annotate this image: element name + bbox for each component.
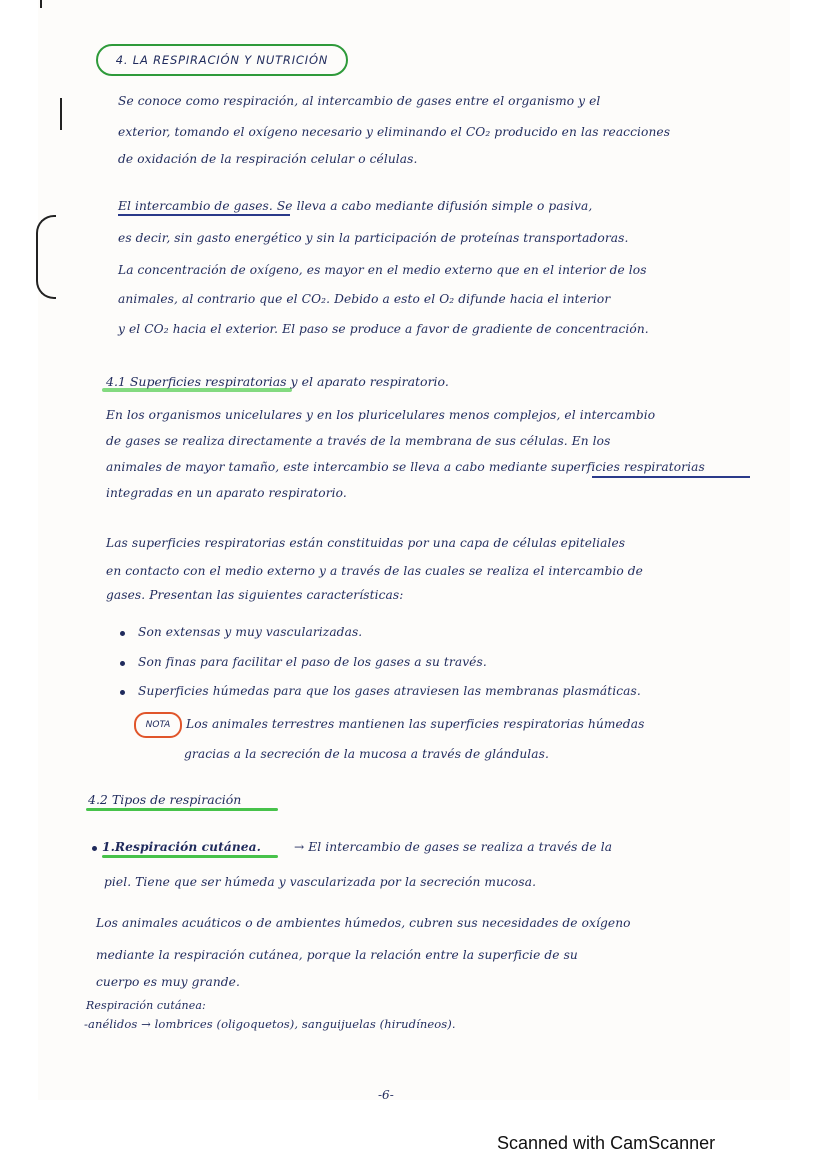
exchange-line-5: y el CO₂ hacia el exterior. El paso se produce a favor de gradiente de concentración.: [118, 322, 649, 336]
section-1-p1-line-4: integradas en un aparato respiratorio.: [106, 486, 347, 500]
section-1-p2-line-1: Las superficies respiratorias están constituidas por una capa de células epiteliales: [106, 536, 626, 550]
section-1-p1-line-3: animales de mayor tamaño, este intercambio se lleva a cabo mediante superficies respiratorias: [106, 460, 705, 474]
exchange-line-2: es decir, sin gasto energético y sin la participación de proteínas transportadoras.: [118, 231, 629, 245]
margin-bracket-mark: [36, 215, 56, 299]
superficies-underline: [592, 476, 750, 478]
intro-line-3: de oxidación de la respiración celular o células.: [118, 152, 418, 166]
page-number: -6-: [378, 1088, 394, 1102]
bullet-dot: [92, 846, 97, 851]
cutanea-intro: → El intercambio de gases se realiza a través de la: [294, 840, 613, 854]
section-2-heading: 4.2 Tipos de respiración: [88, 792, 242, 807]
nota-badge: NOTA: [134, 712, 182, 738]
exchange-line-1: El intercambio de gases. Se lleva a cabo mediante difusión simple o pasiva,: [118, 199, 593, 213]
section-2-line-2: Los animales acuáticos o de ambientes húmedos, cubren sus necesidades de oxígeno: [96, 916, 631, 930]
page-title: 4. LA RESPIRACIÓN Y NUTRICIÓN: [96, 44, 348, 76]
margin-bar-mark: [60, 98, 62, 130]
exchange-line-4: animales, al contrario que el CO₂. Debido a esto el O₂ difunde hacia el interior: [118, 292, 611, 306]
section-2-line-1: piel. Tiene que ser húmeda y vascularizada por la secreción mucosa.: [104, 875, 537, 889]
bullet-item: Son extensas y muy vascularizadas.: [138, 625, 363, 639]
cutanea-examples: -anélidos → lombrices (oligoquetos), sanguijuelas (hirudíneos).: [84, 1017, 456, 1031]
cutanea-underline: [102, 855, 278, 858]
bullet-dot: [120, 661, 125, 666]
section-2-underline: [86, 808, 278, 811]
bullet-dot: [120, 631, 125, 636]
section-1-p1-line-1: En los organismos unicelulares y en los pluricelulares menos complejos, el intercambio: [106, 408, 656, 422]
bullet-dot: [120, 690, 125, 695]
section-1-p2-line-2: en contacto con el medio externo y a través de las cuales se realiza el intercambio de: [106, 564, 643, 578]
section-1-heading: 4.1 Superficies respiratorias y el aparato respiratorio.: [106, 374, 449, 389]
section-2-line-4: cuerpo es muy grande.: [96, 975, 240, 989]
section-1-p1-line-2: de gases se realiza directamente a través de la membrana de sus células. En los: [106, 434, 611, 448]
cutanea-title: 1.Respiración cutánea.: [102, 840, 261, 854]
bullet-item: Superficies húmedas para que los gases atraviesen las membranas plasmáticas.: [138, 684, 641, 698]
section-1-p2-line-3: gases. Presentan las siguientes características:: [106, 588, 404, 602]
intro-line-2: exterior, tomando el oxígeno necesario y eliminando el CO₂ producido en las reacciones: [118, 125, 671, 139]
exchange-line-3: La concentración de oxígeno, es mayor en el medio externo que en el interior de los: [118, 263, 647, 277]
cutanea-label: Respiración cutánea:: [86, 999, 206, 1012]
margin-top-tick: [40, 0, 42, 8]
intro-line-1: Se conoce como respiración, al intercambio de gases entre el organismo y el: [118, 94, 601, 108]
exchange-term-underline: [118, 214, 290, 216]
nota-line-1: Los animales terrestres mantienen las superficies respiratorias húmedas: [186, 717, 645, 731]
bullet-item: Son finas para facilitar el paso de los gases a su través.: [138, 655, 487, 669]
section-2-line-3: mediante la respiración cutánea, porque la relación entre la superficie de su: [96, 948, 578, 962]
nota-line-2: gracias a la secreción de la mucosa a través de glándulas.: [184, 747, 549, 761]
scanner-watermark: Scanned with CamScanner: [497, 1133, 716, 1153]
